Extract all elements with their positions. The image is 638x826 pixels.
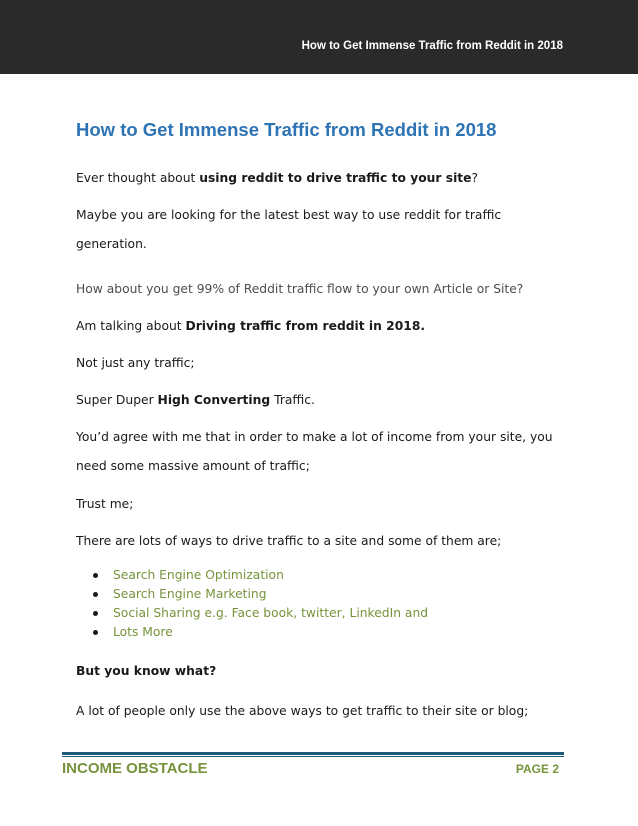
page-header-bar <box>0 0 638 74</box>
paragraph-not-just-any: Not just any traffic; <box>76 356 195 370</box>
paragraph-bold-text: High Converting <box>157 393 271 407</box>
bullet-icon <box>93 592 98 597</box>
paragraph-latest-way: Maybe you are looking for the latest best way to use reddit for traffic generation. <box>76 208 502 251</box>
paragraph-a-lot-of-people: A lot of people only use the above ways to get traffic to their site or blog; <box>76 704 529 718</box>
traffic-methods-list <box>90 566 428 642</box>
footer-rule-thin <box>62 756 564 757</box>
paragraph-reddit-traffic-flow: How about you get 99% of Reddit traffic flow to your own Article or Site? <box>76 282 524 296</box>
paragraph-trust-me: Trust me; <box>76 497 134 511</box>
paragraph-ways-to-drive: There are lots of ways to drive traffic to a site and some of them are; <box>76 534 502 548</box>
paragraph-super-duper <box>76 386 556 415</box>
bullet-icon <box>93 573 98 578</box>
paragraph-but-you-know: But you know what? <box>76 664 217 678</box>
bullet-icon <box>93 630 98 635</box>
list-item-label: Social Sharing e.g. Face book, twitter, LinkedIn and <box>113 606 429 620</box>
list-item <box>90 585 428 604</box>
paragraph-text: Am talking about <box>76 319 186 333</box>
list-item <box>90 604 428 623</box>
footer-page-number: PAGE 2 <box>515 762 559 776</box>
list-item <box>90 566 428 585</box>
paragraph-text: Ever thought about <box>76 171 200 185</box>
list-item-label: Search Engine Optimization <box>113 568 284 582</box>
paragraph-bold-text: Driving traffic from reddit in 2018. <box>185 319 426 333</box>
paragraph-intro-question <box>76 164 556 193</box>
paragraph-text: ? <box>471 171 479 185</box>
bullet-icon <box>93 611 98 616</box>
list-item-label: Lots More <box>113 625 173 639</box>
document-title: How to Get Immense Traffic from Reddit in 2018 <box>76 119 497 140</box>
paragraph-text: Super Duper <box>76 393 158 407</box>
list-item-label: Search Engine Marketing <box>113 587 267 601</box>
paragraph-bold-text: using reddit to drive traffic to your site <box>199 171 472 185</box>
footer-rule <box>62 752 564 755</box>
paragraph-talking-about <box>76 312 556 341</box>
paragraph-text: Traffic. <box>270 393 315 407</box>
paragraph-massive-traffic: You’d agree with me that in order to make a lot of income from your site, you need some massive amount of traffic; <box>76 430 553 473</box>
running-header-title: How to Get Immense Traffic from Reddit in 2018 <box>301 40 563 52</box>
footer-brand: INCOME OBSTACLE <box>62 760 208 777</box>
list-item <box>90 623 428 642</box>
